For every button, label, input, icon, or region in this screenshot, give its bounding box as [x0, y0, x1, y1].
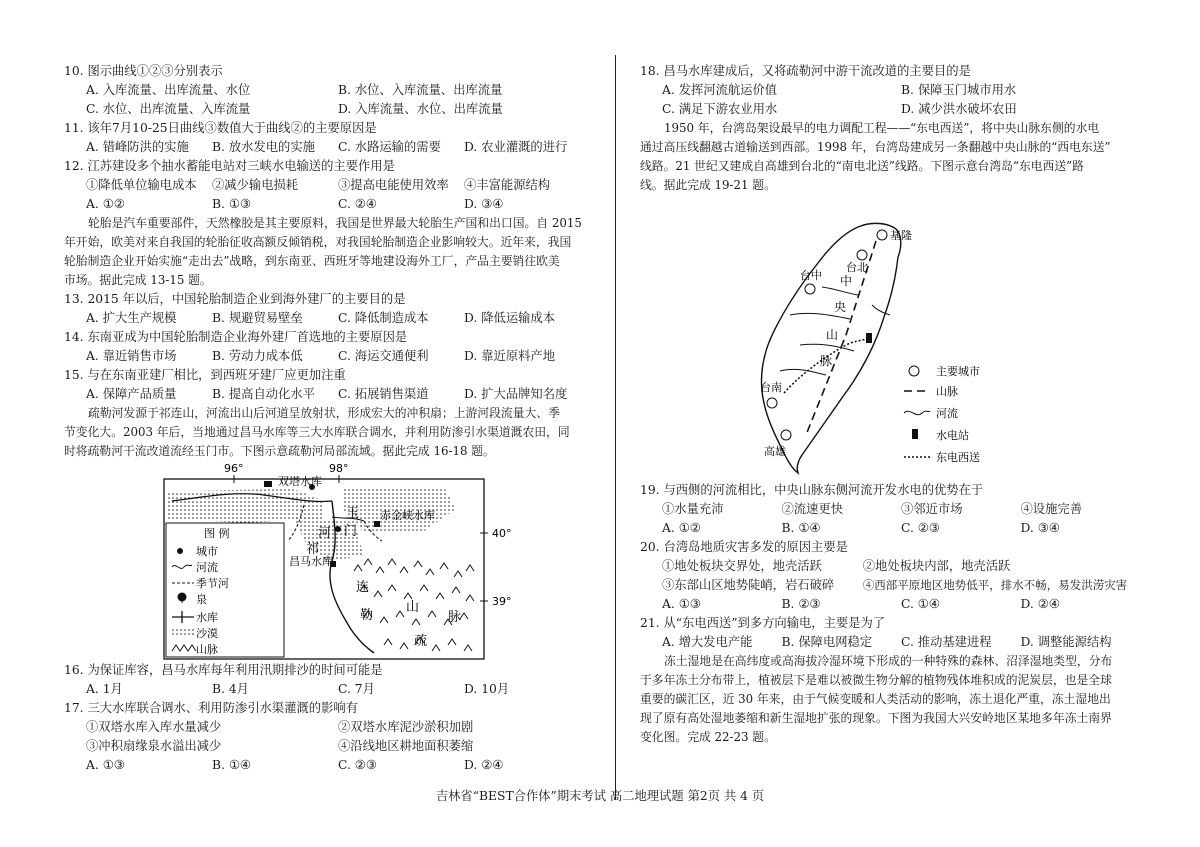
q19-statements	[640, 500, 1140, 519]
map-char-qi: 祁	[306, 542, 320, 557]
q17-statements-row1	[64, 718, 590, 737]
city-marker	[335, 526, 341, 532]
legend-river-symbol	[904, 411, 930, 415]
q11-option-d: D. 农业灌溉的进行	[464, 140, 568, 154]
q13-stem: 13. 2015 年以后，中国轮胎制造企业到海外建厂的主要目的是	[64, 292, 406, 306]
q13-options	[64, 309, 590, 328]
page-footer: 吉林省“BEST合作体”期末考试 高二地理试题 第2页 共 4 页	[435, 789, 765, 803]
passage-taiwan-power	[640, 119, 1140, 195]
chijinxia-label: 赤金峡水库	[380, 509, 435, 522]
q17-option-b: B. ①④	[212, 758, 251, 772]
lat-39-label: 39°	[492, 595, 512, 608]
q16-stem: 16. 为保证库容，昌马水库每年利用汛期排沙的时间可能是	[64, 663, 383, 677]
q15-option-d: D. 扩大品牌知名度	[464, 387, 568, 401]
q20-statement-3: ③东部山区地势陡峭，岩石破碎	[662, 578, 835, 592]
map-char-lian: 连	[356, 580, 370, 595]
q18-options-row1	[640, 81, 1140, 100]
q20-options	[640, 595, 1140, 614]
q17-statement-1: ①双塔水库入库水量减少	[86, 720, 222, 734]
label-yang: 央	[834, 300, 847, 314]
q18-option-a: A. 发挥河流航运价值	[662, 83, 778, 97]
taiwan-map-svg	[640, 195, 1140, 481]
q12-option-b: B. ①③	[212, 197, 251, 211]
q19-option-d: D. ③④	[1020, 521, 1060, 535]
q17-options	[64, 756, 590, 775]
passage-line: 通过高压线翻越古道输送到西部。1998 年，台湾岛建成另一条翻越中央山脉的“西电东送”	[640, 140, 1111, 154]
q21-option-a: A. 增大发电产能	[662, 635, 753, 649]
map-char-shu: 疏	[414, 634, 428, 649]
lat-40-label: 40°	[492, 527, 512, 540]
shule-river-map-svg	[64, 461, 590, 661]
city-taizhong	[805, 284, 815, 294]
q19-option-a: A. ①②	[662, 521, 701, 535]
q16-option-d: D. 10月	[464, 682, 510, 696]
q13-option-d: D. 降低运输成本	[464, 311, 556, 325]
passage-line: 重要的碳汇区，近 30 年来，由于气候变暖和人类活动的影响，冻土退化严重，冻土湿地出	[640, 692, 1111, 706]
passage-line: 现了原有高处湿地萎缩和新生湿地扩张的现象。下图为我国大兴安岭地区某地多年冻土南界	[640, 711, 1112, 725]
legend-east-west: 东电西送	[936, 451, 980, 464]
label-jilong: 基隆	[890, 229, 912, 242]
map-char-le: 勒	[360, 608, 374, 623]
passage-line: 线。据此完成 19-21 题。	[640, 178, 776, 192]
city-tainan	[767, 398, 777, 408]
q12-statements	[64, 176, 590, 195]
legend-desert: 沙漠	[196, 627, 218, 640]
legend-city-symbol	[909, 366, 919, 376]
q10-options-row1	[64, 81, 590, 100]
passage-tires	[64, 214, 590, 290]
q21-option-b: B. 保障电网稳定	[781, 635, 873, 649]
q10-options-row2	[64, 100, 590, 119]
passage-line: 冻土湿地是在高纬度或高海拔冷湿环境下形成的一种特殊的森林、沼泽湿地类型，分布	[664, 654, 1113, 668]
map-char-he: 河	[318, 526, 332, 541]
q20-statement-4: ④西部平原地区地势低平，排水不畅，易发洪涝灾害	[862, 578, 1128, 592]
passage-line: 时将疏勒河干流改道流经玉门市。下图示意疏勒河局部流域。据此完成 16-18 题。	[64, 444, 495, 458]
q17-statement-3: ③冲积扇缘泉水溢出减少	[86, 739, 222, 753]
legend-hydro-symbol	[912, 429, 918, 439]
q19-statement-3: ③邻近市场	[901, 502, 963, 516]
q14-option-c: C. 海运交通便利	[338, 349, 429, 363]
legend-city: 城市	[196, 545, 218, 558]
q12-statement-2: ②减少输电损耗	[212, 178, 299, 192]
q19-options	[640, 519, 1140, 538]
q12-option-d: D. ③④	[464, 197, 504, 211]
shuangta-reservoir	[264, 481, 272, 487]
q15-option-a: A. 保障产品质量	[86, 387, 177, 401]
q18-option-c: C. 满足下游农业用水	[662, 102, 778, 116]
label-tainan: 台南	[760, 381, 782, 394]
q19-option-b: B. ①④	[781, 521, 821, 535]
q12-statement-1: ①降低单位输电成本	[86, 178, 197, 192]
taiwan-map	[640, 195, 1140, 481]
passage-line: 轮胎制造企业开始实施“走出去”战略，到东南亚、西班牙等地建设海外工厂，产品主要销往欧美	[64, 254, 560, 268]
q13-option-a: A. 扩大生产规模	[86, 311, 177, 325]
q15-options	[64, 385, 590, 404]
q11-option-a: A. 错峰防洪的实施	[86, 140, 189, 154]
q11-stem: 11. 该年7月10-25日曲线③数值大于曲线②的主要原因是	[64, 121, 377, 135]
shule-river-map	[64, 461, 590, 661]
legend-river: 河流	[936, 407, 958, 420]
q21-option-d: D. 调整能源结构	[1020, 635, 1112, 649]
lon-98-label: 98°	[329, 462, 349, 475]
label-mai: 脉	[820, 354, 833, 368]
q16-options	[64, 680, 590, 699]
left-column	[64, 62, 590, 775]
q20-option-c: C. ①④	[901, 597, 940, 611]
q10-option-d: D. 入库流量、水位、出库流量	[338, 102, 503, 116]
q12-stem: 12. 江苏建设多个抽水蓄能电站对三峡水电输送的主要作用是	[64, 159, 395, 173]
q19-statement-4: ④设施完善	[1020, 502, 1082, 516]
q19-option-c: C. ②③	[901, 521, 940, 535]
lon-96-label: 96°	[224, 462, 244, 475]
passage-line: 于多年冻土分布带上，植被层下是难以被微生物分解的植物残体堆积成的泥炭层，也是全球	[640, 673, 1112, 687]
q13-option-b: B. 规避贸易壁垒	[212, 311, 303, 325]
label-gaoxiong: 高雄	[764, 445, 786, 458]
q20-statement-1: ①地处板块交界处，地壳活跃	[662, 559, 822, 573]
q18-option-d: D. 减少洪水破坏农田	[901, 102, 1017, 116]
q17-statement-2: ②双塔水库泥沙淤积加剧	[338, 720, 474, 734]
passage-line: 轮胎是汽车重要部件，天然橡胶是其主要原料，我国是世界最大轮胎生产国和出口国。自 2015	[88, 216, 582, 230]
map-char-men: 门	[344, 524, 358, 539]
q16-option-b: B. 4月	[212, 682, 249, 696]
city-jilong	[877, 230, 887, 240]
q14-stem: 14. 东南亚成为中国轮胎制造企业海外建厂首选地的主要原因是	[64, 330, 408, 344]
q10-option-c: C. 水位、出库流量、入库流量	[86, 102, 251, 116]
legend-title: 图 例	[204, 527, 230, 540]
q12-option-c: C. ②④	[338, 197, 377, 211]
q21-option-c: C. 推动基建进程	[901, 635, 992, 649]
label-taibei: 台北	[846, 261, 868, 274]
q12-option-a: A. ①②	[86, 197, 125, 211]
passage-line: 市场。据此完成 13-15 题。	[64, 273, 212, 287]
q11-option-c: C. 水路运输的需要	[338, 140, 441, 154]
passage-shule-river	[64, 404, 590, 461]
q20-statements-row2	[640, 576, 1140, 595]
q20-option-d: D. ②④	[1020, 597, 1060, 611]
q14-option-d: D. 靠近原料产地	[464, 349, 556, 363]
q19-stem: 19. 与西侧的河流相比，中央山脉东侧河流开发水电的优势在于	[640, 483, 984, 497]
q14-option-a: A. 靠近销售市场	[86, 349, 177, 363]
q18-stem: 18. 昌马水库建成后，又将疏勒河中游干流改道的主要目的是	[640, 64, 971, 78]
q12-statement-3: ③提高电能使用效率	[338, 178, 449, 192]
city-gaoxiong	[781, 430, 791, 440]
q20-option-b: B. ②③	[781, 597, 821, 611]
q16-option-c: C. 7月	[338, 682, 375, 696]
q11-option-b: B. 放水发电的实施	[212, 140, 315, 154]
q15-option-b: B. 提高自动化水平	[212, 387, 315, 401]
q19-statement-2: ②流速更快	[781, 502, 843, 516]
legend-hydropower: 水电站	[936, 429, 969, 442]
legend-mountain: 山脉	[936, 385, 958, 398]
q10-stem: 10. 图示曲线①②③分别表示	[64, 64, 223, 78]
legend-city-symbol	[177, 548, 183, 554]
column-divider	[615, 55, 616, 800]
city-taibei	[857, 250, 867, 260]
q21-stem: 21. 从“东电西送”到多方向输电，主要是为了	[640, 616, 886, 630]
label-taizhong: 台中	[800, 269, 822, 282]
legend-mountain: 山脉	[196, 643, 218, 656]
shuangta-label: 双塔水库	[278, 475, 322, 488]
changma-label: 昌马水库	[289, 555, 333, 568]
passage-line: 节变化大。2003 年后，当地通过昌马水库等三大水库联合调水，并利用防渗引水渠道溉农田，同	[64, 425, 570, 439]
q10-option-b: B. 水位、入库流量、出库流量	[338, 83, 503, 97]
map-char-yu: 玉	[346, 506, 360, 521]
q18-options-row2	[640, 100, 1140, 119]
q15-stem: 15. 与在东南亚建厂相比，到西班牙建厂应更加注重	[64, 368, 346, 382]
legend-river: 河流	[196, 561, 218, 574]
passage-line: 线路。21 世纪又建成自高雄到台北的“南电北送”线路。下图示意台湾岛“东电西送”路	[640, 159, 1084, 173]
hydropower-station	[866, 333, 872, 343]
q19-statement-1: ①水量充沛	[662, 502, 724, 516]
q11-options	[64, 138, 590, 157]
q17-statements-row2	[64, 737, 590, 756]
passage-permafrost	[640, 652, 1140, 747]
q18-option-b: B. 保障玉门城市用水	[901, 83, 1017, 97]
passage-line: 1950 年，台湾岛架设最早的电力调配工程——“东电西送”，将中央山脉东侧的水电	[664, 121, 1100, 135]
q15-option-c: C. 拓展销售渠道	[338, 387, 429, 401]
q21-options	[640, 633, 1140, 652]
q17-option-d: D. ②④	[464, 758, 504, 772]
legend-reservoir: 水库	[196, 611, 218, 624]
q20-option-a: A. ①③	[662, 597, 701, 611]
legend-desert-symbol	[172, 629, 194, 637]
q17-stem: 17. 三大水库联合调水、利用防渗引水渠灌溉的影响有	[64, 701, 358, 715]
legend-seasonal-river: 季节河	[196, 577, 229, 590]
q12-statement-4: ④丰富能源结构	[464, 178, 551, 192]
q10-option-a: A. 入库流量、出库流量、水位	[86, 83, 251, 97]
q20-stem: 20. 台湾岛地质灾害多发的原因主要是	[640, 540, 848, 554]
legend-major-city: 主要城市	[936, 365, 980, 378]
q20-statements-row1	[640, 557, 1140, 576]
q13-option-c: C. 降低制造成本	[338, 311, 429, 325]
passage-line: 变化图。完成 22-23 题。	[640, 730, 776, 744]
q17-statement-4: ④沿线地区耕地面积萎缩	[338, 739, 474, 753]
q20-statement-2: ②地处板块内部，地壳活跃	[862, 559, 1011, 573]
map-char-shan: 山	[406, 600, 420, 615]
q12-options	[64, 195, 590, 214]
map-char-mai: 脉	[448, 610, 462, 625]
q14-options	[64, 347, 590, 366]
label-zhong: 中	[840, 274, 853, 288]
right-column	[640, 62, 1140, 747]
q14-option-b: B. 劳动力成本低	[212, 349, 303, 363]
label-shan: 山	[826, 328, 839, 342]
q16-option-a: A. 1月	[86, 682, 123, 696]
q17-option-c: C. ②③	[338, 758, 377, 772]
legend-spring: 泉	[196, 593, 207, 606]
passage-line: 年开始，欧美对来自我国的轮胎征收高额反倾销税，对我国轮胎制造企业影响较大。近年来，我国	[64, 235, 572, 249]
passage-line: 疏勒河发源于祁连山，河流出山后河道呈放射状，形成宏大的冲积扇；上游河段流量大、季	[88, 406, 560, 420]
q17-option-a: A. ①③	[86, 758, 125, 772]
